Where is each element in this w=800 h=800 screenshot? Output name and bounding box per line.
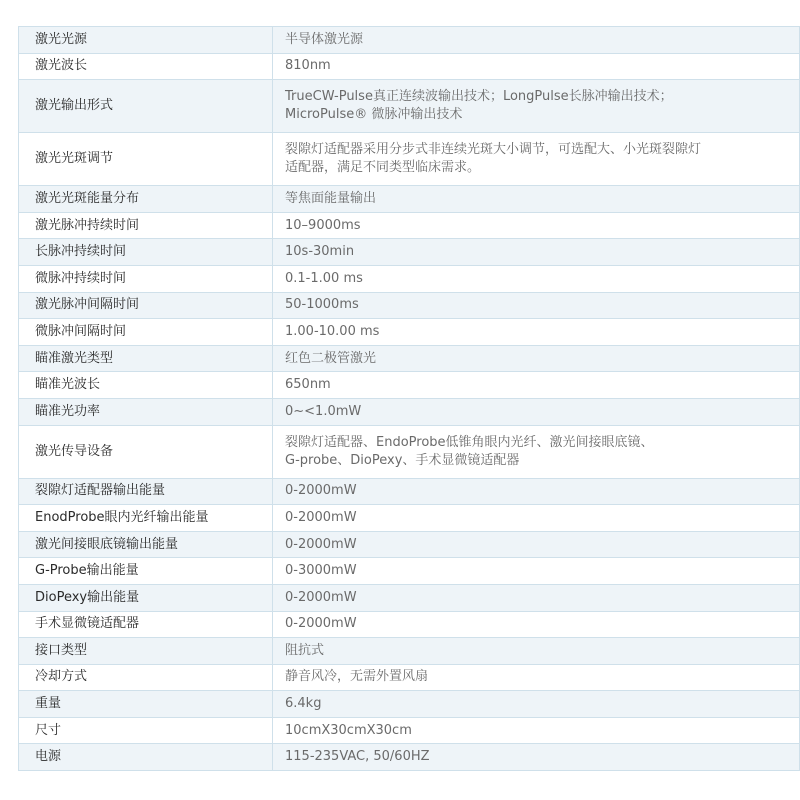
spec-label: 激光光斑能量分布 — [19, 186, 273, 213]
spec-value-line: 1.00-10.00 ms — [285, 323, 380, 339]
spec-value — [273, 531, 800, 558]
spec-label: 激光传导设备 — [19, 425, 273, 478]
spec-value-line: 0-2000mW — [285, 589, 357, 605]
spec-value-line: TrueCW-Pulse真正连续波输出技术；LongPulse长脉冲输出技术； — [285, 89, 673, 105]
table-row — [19, 186, 800, 213]
spec-label: 裂隙灯适配器输出能量 — [19, 478, 273, 505]
spec-value — [273, 292, 800, 319]
spec-label: 微脉冲间隔时间 — [19, 319, 273, 346]
table-row — [19, 664, 800, 691]
spec-value-line: 115-235VAC, 50/60HZ — [285, 749, 430, 765]
spec-label: 冷却方式 — [19, 664, 273, 691]
table-row — [19, 27, 800, 54]
spec-value — [273, 478, 800, 505]
table-row — [19, 265, 800, 292]
spec-value-line: 适配器，满足不同类型临床需求。 — [285, 160, 481, 176]
spec-value-line: 0-2000mW — [285, 536, 357, 552]
spec-value-line: 裂隙灯适配器采用分步式非连续光斑大小调节，可选配大、小光斑裂隙灯 — [285, 142, 702, 158]
table-row — [19, 425, 800, 478]
spec-value — [273, 27, 800, 54]
table-row — [19, 292, 800, 319]
table-row — [19, 345, 800, 372]
spec-label: 激光光斑调节 — [19, 133, 273, 186]
spec-label: 尺寸 — [19, 717, 273, 744]
spec-value-line: 0-2000mW — [285, 509, 357, 525]
table-row — [19, 212, 800, 239]
table-row — [19, 53, 800, 80]
table-row — [19, 744, 800, 771]
spec-label: 瞄准光功率 — [19, 398, 273, 425]
table-row — [19, 478, 800, 505]
spec-value-line: 6.4kg — [285, 696, 322, 712]
spec-value — [273, 638, 800, 665]
spec-value — [273, 239, 800, 266]
spec-label: 激光输出形式 — [19, 80, 273, 133]
spec-value-line: 阻抗式 — [285, 642, 325, 658]
spec-value-line: 0-2000mW — [285, 616, 357, 632]
table-row — [19, 691, 800, 718]
spec-value-line: 810nm — [285, 58, 331, 74]
spec-value — [273, 425, 800, 478]
table-row — [19, 398, 800, 425]
spec-label: DioPexy输出能量 — [19, 584, 273, 611]
spec-value-line: 半导体激光源 — [285, 31, 364, 47]
spec-label: 激光脉冲间隔时间 — [19, 292, 273, 319]
spec-value — [273, 212, 800, 239]
spec-value-line: 0~<1.0mW — [285, 403, 362, 419]
spec-value — [273, 372, 800, 399]
spec-value — [273, 53, 800, 80]
table-row — [19, 133, 800, 186]
spec-label: 激光间接眼底镜输出能量 — [19, 531, 273, 558]
spec-value — [273, 345, 800, 372]
spec-value — [273, 744, 800, 771]
table-row — [19, 505, 800, 532]
table-row — [19, 239, 800, 266]
spec-value — [273, 584, 800, 611]
table-row — [19, 319, 800, 346]
spec-table — [18, 26, 800, 771]
table-row — [19, 80, 800, 133]
spec-label: 重量 — [19, 691, 273, 718]
spec-value — [273, 717, 800, 744]
spec-label: 激光脉冲持续时间 — [19, 212, 273, 239]
spec-label: 激光波长 — [19, 53, 273, 80]
spec-value — [273, 319, 800, 346]
spec-label: EnodProbe眼内光纤输出能量 — [19, 505, 273, 532]
table-row — [19, 717, 800, 744]
spec-value — [273, 398, 800, 425]
table-row — [19, 584, 800, 611]
spec-label: 电源 — [19, 744, 273, 771]
spec-value-line: 0-2000mW — [285, 483, 357, 499]
spec-value — [273, 691, 800, 718]
spec-value-line: 50-1000ms — [285, 297, 359, 313]
spec-value-line: 10–9000ms — [285, 217, 361, 233]
spec-label: 手术显微镜适配器 — [19, 611, 273, 638]
spec-value-line: 650nm — [285, 377, 331, 393]
spec-value — [273, 186, 800, 213]
spec-value — [273, 611, 800, 638]
spec-value-line: 裂隙灯适配器、EndoProbe低锥角眼内光纤、激光间接眼底镜、 — [285, 434, 654, 450]
table-row — [19, 611, 800, 638]
spec-value-line: 10cmX30cmX30cm — [285, 722, 412, 738]
spec-value — [273, 265, 800, 292]
spec-value-line: 等焦面能量输出 — [285, 190, 377, 206]
spec-value-line: MicroPulse® 微脉冲输出技术 — [285, 107, 463, 123]
spec-table-body — [19, 27, 800, 771]
spec-label: 接口类型 — [19, 638, 273, 665]
spec-label: G-Probe输出能量 — [19, 558, 273, 585]
table-row — [19, 558, 800, 585]
spec-value-line: G-probe、DioPexy、手术显微镜适配器 — [285, 452, 520, 468]
spec-label: 瞄准光波长 — [19, 372, 273, 399]
spec-value — [273, 664, 800, 691]
table-row — [19, 638, 800, 665]
spec-label: 长脉冲持续时间 — [19, 239, 273, 266]
spec-value-line: 0.1-1.00 ms — [285, 270, 363, 286]
spec-value-line: 10s-30min — [285, 244, 355, 260]
spec-value — [273, 80, 800, 133]
spec-value — [273, 133, 800, 186]
spec-value-line: 静音风冷，无需外置风扇 — [285, 669, 429, 685]
spec-value-line: 红色二极管激光 — [285, 350, 377, 366]
spec-label: 激光光源 — [19, 27, 273, 54]
spec-label: 瞄准激光类型 — [19, 345, 273, 372]
spec-value — [273, 558, 800, 585]
table-row — [19, 531, 800, 558]
spec-label: 微脉冲持续时间 — [19, 265, 273, 292]
spec-value-line: 0-3000mW — [285, 563, 357, 579]
spec-value — [273, 505, 800, 532]
table-row — [19, 372, 800, 399]
